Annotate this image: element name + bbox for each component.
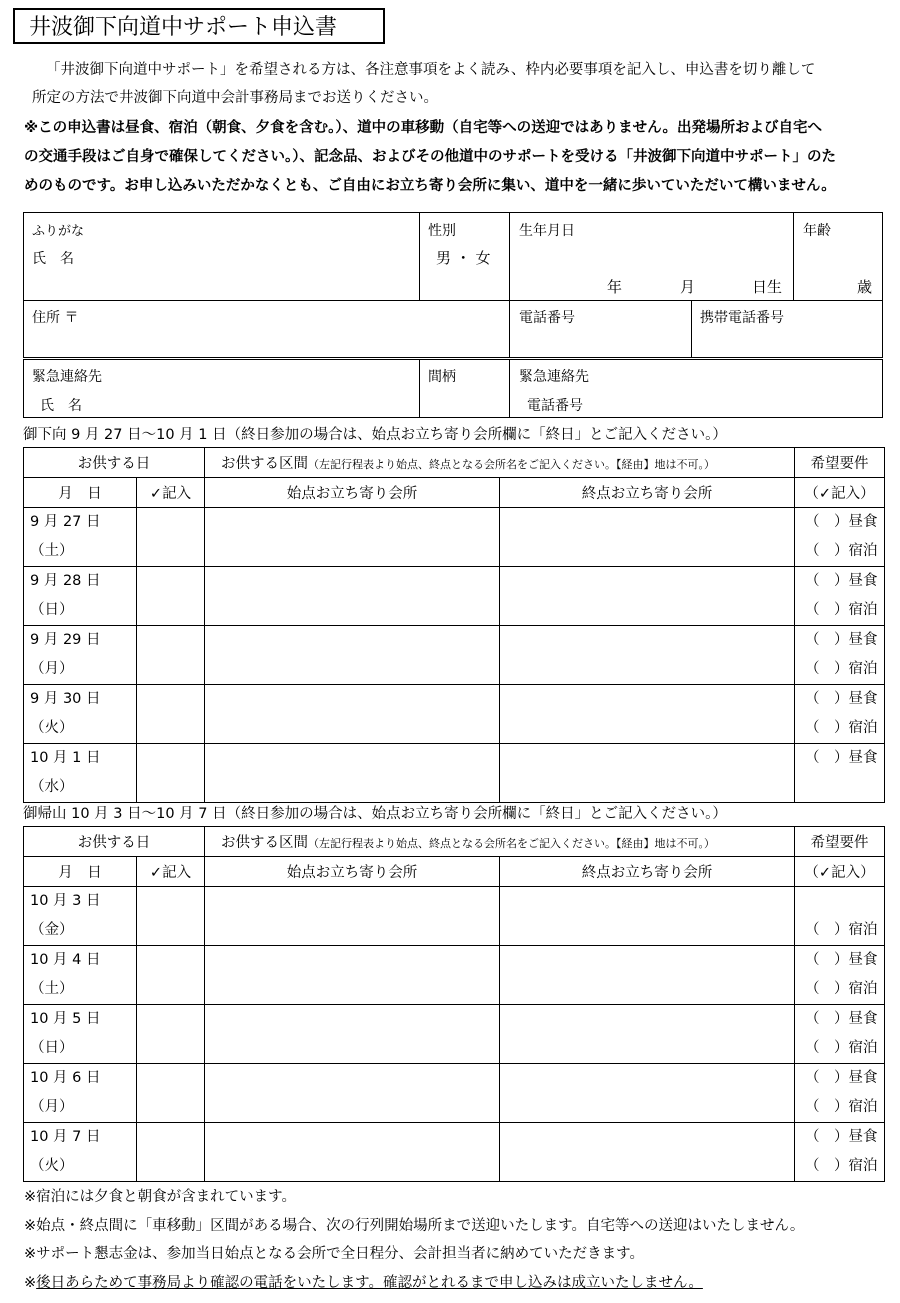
lunch-option[interactable]: （ ）昼食 [805,632,878,648]
intro-text [24,56,884,112]
day-cell [24,744,137,803]
notice-line-3: めのものです。お申し込みいただかなくとも、ご自由にお立ち寄り会所に集い、道中を一緒に歩いていただいて構いません。 [24,178,836,194]
lunch-option[interactable]: （ ）昼食 [805,514,878,530]
stay-option[interactable]: （ ）宿泊 [805,981,878,997]
end-stop-cell[interactable] [500,1005,795,1064]
start-stop-cell[interactable] [205,685,500,744]
form-title: 井波御下向道中サポート申込書 [13,8,385,44]
day-of-week: （水） [30,779,74,795]
request-cell [795,946,885,1005]
date-header: 月 日 [24,478,137,508]
check-cell[interactable] [137,685,205,744]
day-of-week: （日） [30,1040,74,1056]
day-date: 10 月 1 日 [30,750,101,766]
request-cell [795,626,885,685]
start-stop-cell[interactable] [205,567,500,626]
check-cell[interactable] [137,1123,205,1182]
request-cell [795,1005,885,1064]
end-stop-cell[interactable] [500,567,795,626]
table-row [24,887,885,946]
section-header-main: お供する区間 [221,456,308,472]
request-cell [795,887,885,946]
day-cell [24,1064,137,1123]
start-header: 始点お立ち寄り会所 [205,478,500,508]
day-cell [24,567,137,626]
table-row [24,626,885,685]
request-sub-header: （✓記入） [795,857,885,887]
end-stop-cell[interactable] [500,1123,795,1182]
end-header: 終点お立ち寄り会所 [500,857,795,887]
stay-option[interactable]: （ ）宿泊 [805,1158,878,1174]
birth-day-unit: 日生 [752,278,783,296]
table-row [24,508,885,567]
request-cell [795,567,885,626]
end-stop-cell[interactable] [500,946,795,1005]
day-of-week: （土） [30,543,74,559]
day-date: 10 月 3 日 [30,893,101,909]
lunch-option[interactable]: （ ）昼食 [805,1011,878,1027]
day-date: 9 月 28 日 [30,573,101,589]
emergency-label: 緊急連絡先 [32,369,102,385]
gender-label: 性別 [428,223,456,239]
lunch-option[interactable]: （ ）昼食 [805,750,878,766]
start-stop-cell[interactable] [205,1123,500,1182]
note-1: ※宿泊には夕食と朝食が含まれています。 [24,1189,296,1205]
day-cell [24,1005,137,1064]
name-label: 氏 名 [32,251,74,267]
gender-options[interactable]: 男 ・ 女 [436,249,491,267]
birthdate-label: 生年月日 [519,223,575,239]
check-cell[interactable] [137,508,205,567]
day-cell [24,508,137,567]
request-cell [795,508,885,567]
table-row [24,744,885,803]
note-4 [24,1269,804,1298]
start-stop-cell[interactable] [205,1005,500,1064]
check-cell[interactable] [137,1005,205,1064]
day-date: 9 月 30 日 [30,691,101,707]
check-header: ✓記入 [137,478,205,508]
table-row [24,1005,885,1064]
address-field[interactable] [23,300,510,358]
start-header: 始点お立ち寄り会所 [205,857,500,887]
start-stop-cell[interactable] [205,887,500,946]
end-stop-cell[interactable] [500,626,795,685]
section-header [205,827,795,857]
request-cell [795,685,885,744]
start-stop-cell[interactable] [205,744,500,803]
notice-line-2: の交通手段はご自身で確保してください。）、記念品、およびその他道中のサポートを受ける「井波御下向道中サポート」のた [24,149,836,165]
check-cell[interactable] [137,887,205,946]
request-header: 希望要件 [795,827,885,857]
end-stop-cell[interactable] [500,685,795,744]
section-header-main: お供する区間 [221,835,308,851]
section1-title: 御下向 9 月 27 日～10 月 1 日（終日参加の場合は、始点お立ち寄り会所欄に「終日」とご記入ください。） [23,427,727,443]
section2-title: 御帰山 10 月 3 日～10 月 7 日（終日参加の場合は、始点お立ち寄り会所欄に「終日」とご記入ください。） [23,806,727,822]
check-cell[interactable] [137,626,205,685]
start-stop-cell[interactable] [205,1064,500,1123]
start-stop-cell[interactable] [205,508,500,567]
request-cell [795,1123,885,1182]
check-cell[interactable] [137,946,205,1005]
table-row [24,1123,885,1182]
note-4-prefix: ※ [24,1274,37,1291]
stay-option[interactable]: （ ）宿泊 [805,720,878,736]
day-of-week: （土） [30,981,74,997]
day-cell [24,1123,137,1182]
lunch-option[interactable]: （ ）昼食 [805,1070,878,1086]
note-4-underlined: 後日あらためて事務局より確認の電話をいたします。確認がとれるまで申し込みは成立いたしません。 [36,1274,703,1291]
birth-month-unit: 月 [680,278,696,296]
stay-option[interactable]: （ ）宿泊 [805,1099,878,1115]
address-label: 住所 〒 [32,310,79,326]
stay-option[interactable]: （ ）宿泊 [805,602,878,618]
day-date: 10 月 7 日 [30,1129,101,1145]
phone-label: 電話番号 [519,310,575,326]
day-date: 10 月 4 日 [30,952,101,968]
day-date: 9 月 27 日 [30,514,101,530]
date-header: 月 日 [24,857,137,887]
table-row [24,567,885,626]
table-row [24,685,885,744]
day-of-week: （日） [30,602,74,618]
note-2: ※始点・終点間に「車移動」区間がある場合、次の行列開始場所まで送迎いたします。自宅等への送迎はいたしません。 [24,1217,805,1234]
end-stop-cell[interactable] [500,508,795,567]
lunch-option[interactable]: （ ）昼食 [805,691,878,707]
date-group-header: お供する日 [24,448,205,478]
age-unit: 歳 [857,278,873,296]
day-date: 9 月 29 日 [30,632,101,648]
end-header: 終点お立ち寄り会所 [500,478,795,508]
lunch-option[interactable]: （ ）昼食 [805,1129,878,1145]
day-cell [24,626,137,685]
end-stop-cell[interactable] [500,887,795,946]
table-row [24,1064,885,1123]
schedule-table-1 [23,447,885,803]
age-label: 年齢 [803,223,831,239]
day-of-week: （月） [30,1099,74,1115]
day-of-week: （金） [30,922,74,938]
stay-option[interactable]: （ ）宿泊 [805,661,878,677]
lunch-option[interactable]: （ ）昼食 [805,952,878,968]
emergency-phone-label: 電話番号 [527,398,583,414]
intro-line-2: 所定の方法で井波御下向道中会計事務局までお送りください。 [32,90,438,106]
emergency-contact-label: 緊急連絡先 [519,369,589,385]
section-header-note: （左記行程表より始点、終点となる会所名をご記入ください。【経由】地は不可。） [308,837,715,850]
notice-text [24,114,884,201]
check-cell[interactable] [137,1064,205,1123]
day-date: 10 月 6 日 [30,1070,101,1086]
day-cell [24,946,137,1005]
start-stop-cell[interactable] [205,946,500,1005]
day-date: 10 月 5 日 [30,1011,101,1027]
check-cell[interactable] [137,567,205,626]
notice-line-1: ※この申込書は昼食、宿泊（朝食、夕食を含む。）、道中の車移動（自宅等への送迎ではありません。出発場所および自宅へ [24,120,822,136]
section-header-note: （左記行程表より始点、終点となる会所名をご記入ください。【経由】地は不可。） [308,458,715,471]
check-cell[interactable] [137,744,205,803]
furigana-label: ふりがな [32,224,85,239]
note-3: ※サポート懇志金は、参加当日始点となる会所で全日程分、会計担当者に納めていただきます。 [24,1246,644,1262]
mobile-label: 携帯電話番号 [700,310,784,326]
start-stop-cell[interactable] [205,626,500,685]
day-cell [24,887,137,946]
end-stop-cell[interactable] [500,1064,795,1123]
birth-year-unit: 年 [607,278,623,296]
request-cell [795,744,885,803]
section-header [205,448,795,478]
stay-option[interactable]: （ ）宿泊 [805,1040,878,1056]
lunch-option[interactable]: （ ）昼食 [805,573,878,589]
intro-line-1: 「井波御下向道中サポート」を希望される方は、各注意事項をよく読み、枠内必要事項を記入し、申込書を切り離して [46,62,816,78]
schedule-table-2 [23,826,885,1182]
day-cell [24,685,137,744]
check-header: ✓記入 [137,857,205,887]
day-of-week: （火） [30,1158,74,1174]
stay-option[interactable]: （ ）宿泊 [805,922,878,938]
day-of-week: （月） [30,661,74,677]
day-of-week: （火） [30,720,74,736]
emergency-name-label: 氏 名 [40,398,82,414]
request-header: 希望要件 [795,448,885,478]
table-row [24,946,885,1005]
stay-option[interactable]: （ ）宿泊 [805,543,878,559]
request-sub-header: （✓記入） [795,478,885,508]
date-group-header: お供する日 [24,827,205,857]
relation-label: 間柄 [428,369,456,385]
end-stop-cell[interactable] [500,744,795,803]
request-cell [795,1064,885,1123]
notes [24,1183,804,1297]
